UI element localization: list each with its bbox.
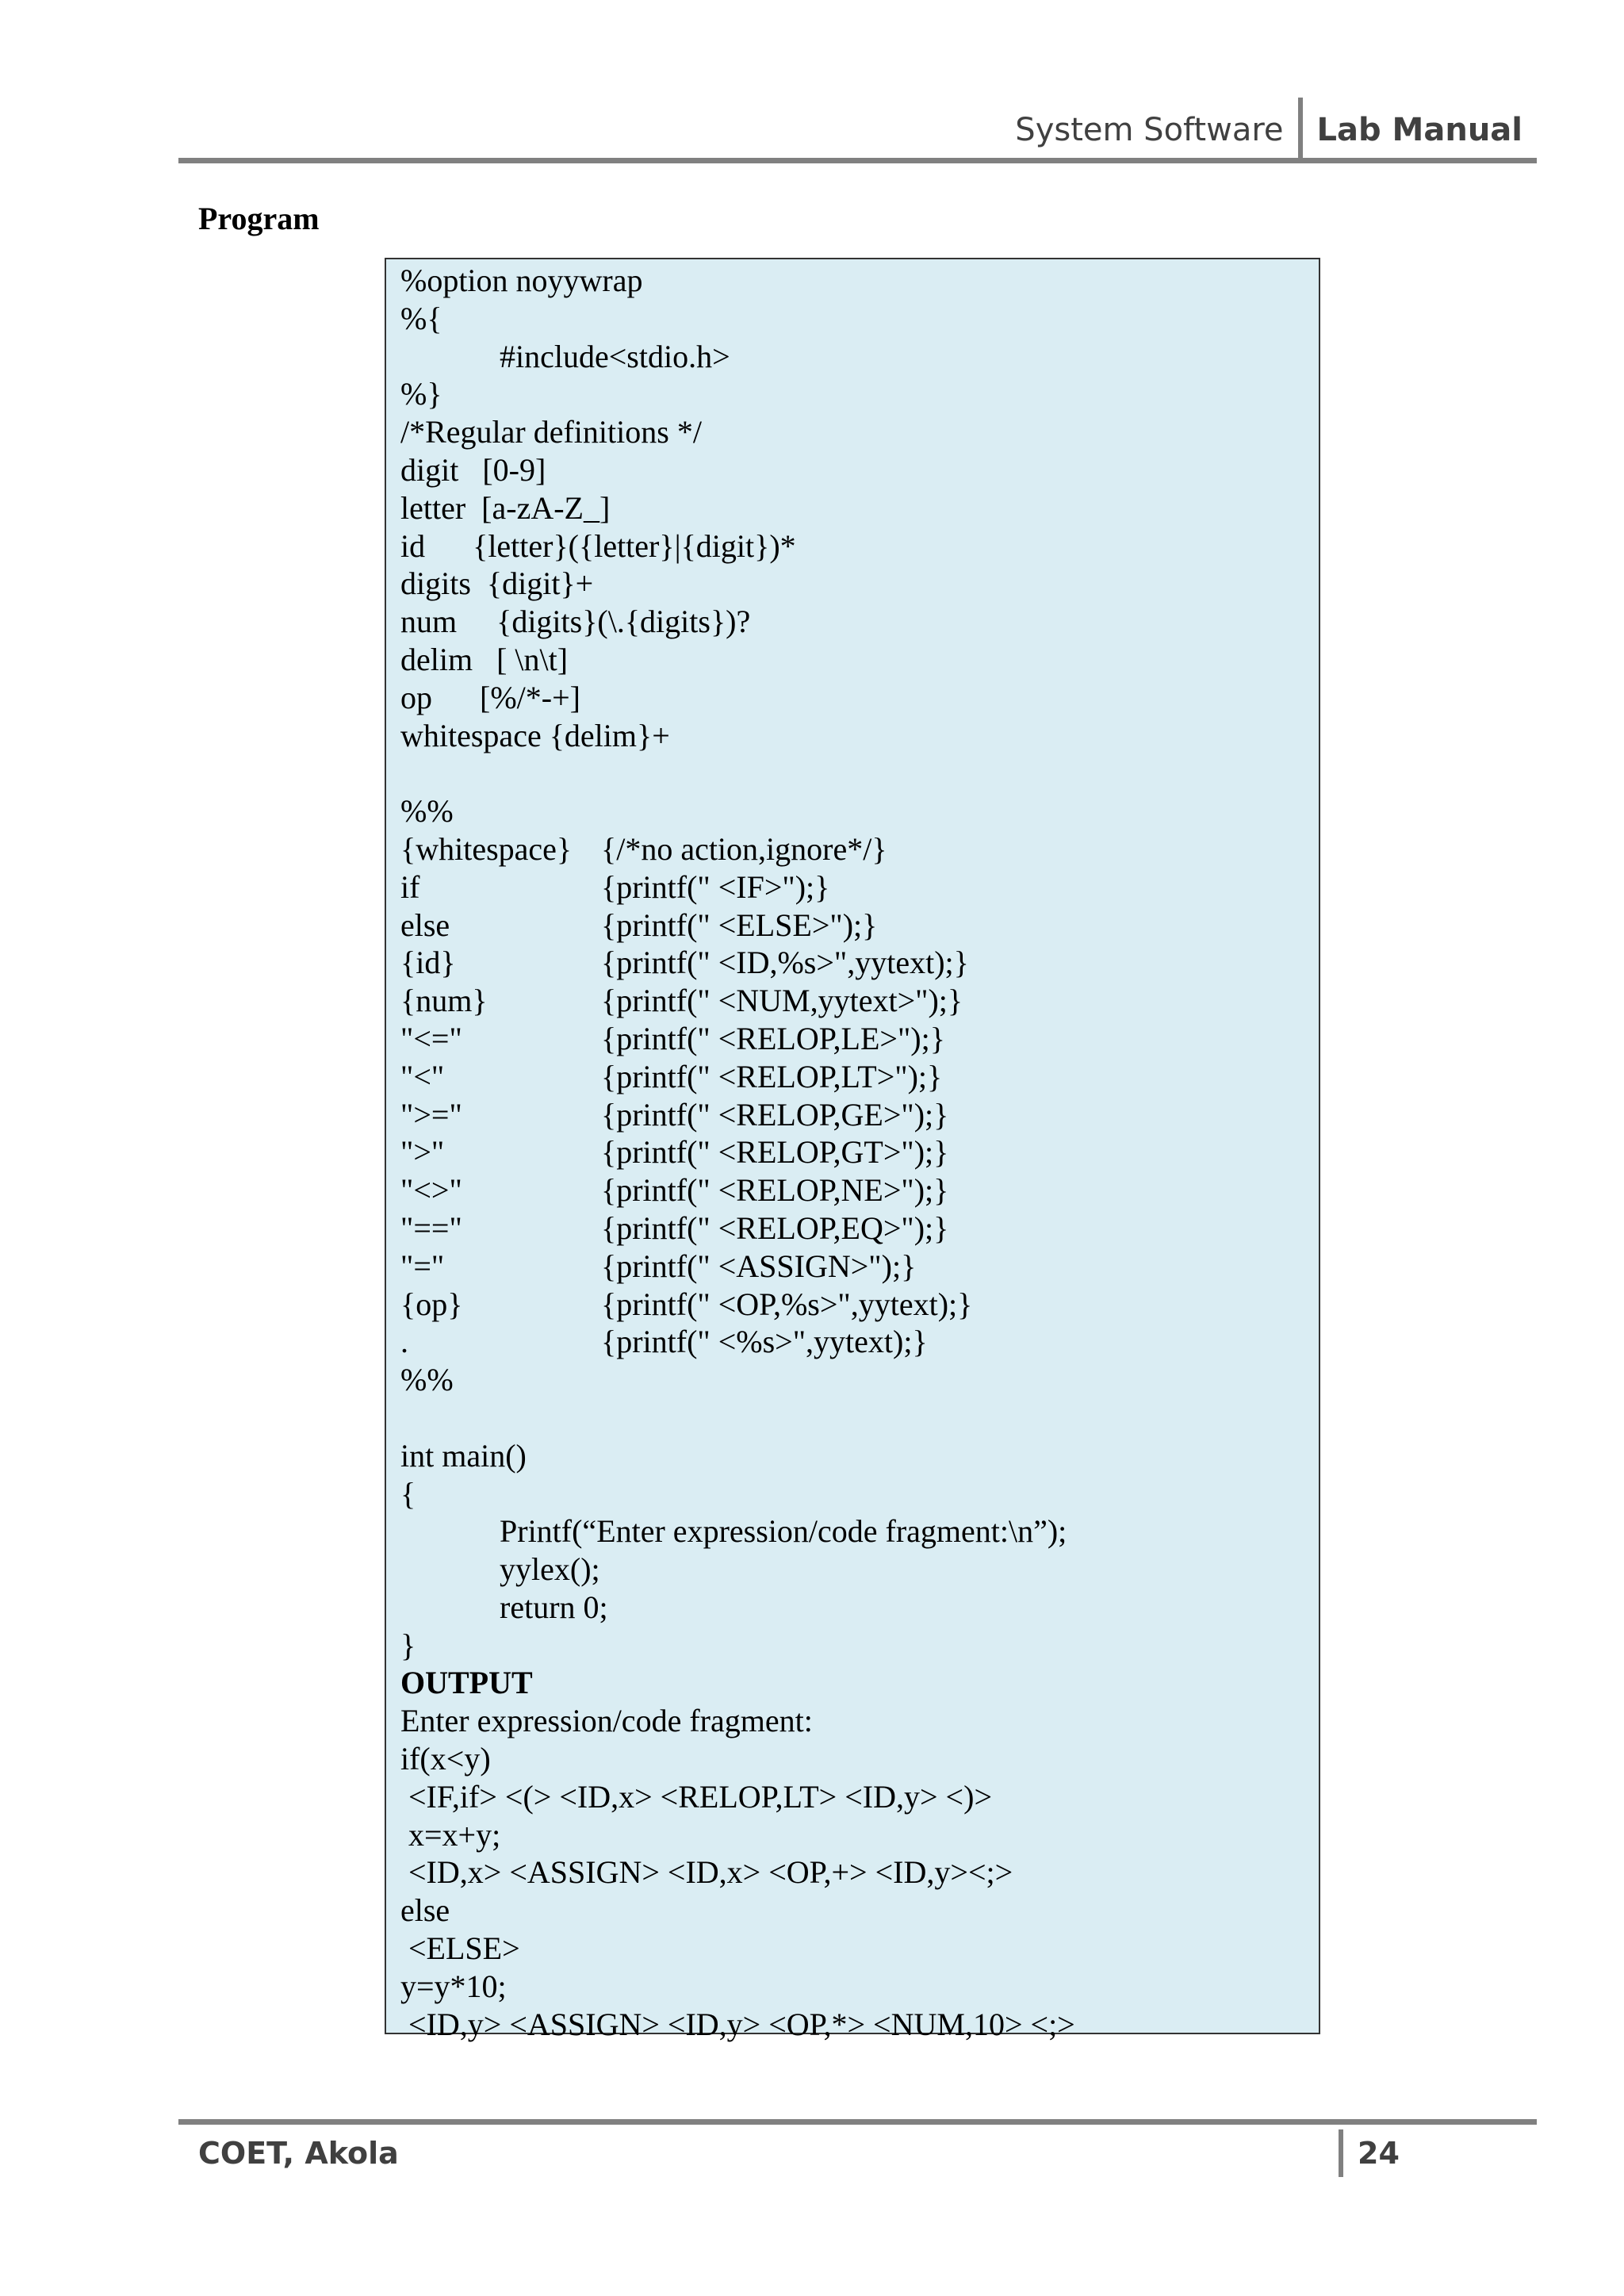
code-text: %} xyxy=(400,376,442,412)
rule-pattern: ">" xyxy=(400,1134,445,1171)
code-line xyxy=(400,1248,1319,1286)
footer-page xyxy=(1339,2129,1400,2177)
code-line xyxy=(400,830,1319,868)
code-text: x=x+y; xyxy=(400,1816,501,1853)
code-text: Enter expression/code fragment: xyxy=(400,1703,813,1739)
rule-action: {printf(" <OP,%s>",yytext);} xyxy=(601,1286,973,1322)
code-line xyxy=(400,1323,1319,1361)
rule-pattern: {num} xyxy=(400,983,488,1019)
rule-action: {printf(" <RELOP,LT>");} xyxy=(601,1058,943,1094)
code-text: %% xyxy=(400,1362,454,1398)
code-line xyxy=(400,1740,1319,1778)
rule-pattern: {op} xyxy=(400,1286,463,1322)
code-line xyxy=(400,792,1319,830)
code-line xyxy=(400,1512,1319,1550)
code-line xyxy=(400,679,1319,717)
code-text: } xyxy=(400,1627,416,1663)
code-line xyxy=(400,1058,1319,1096)
code-line xyxy=(400,603,1319,641)
rule-pattern: else xyxy=(400,907,450,943)
code-text: %option noyywrap xyxy=(400,263,643,298)
rule-pattern: {id} xyxy=(400,945,456,981)
code-line xyxy=(400,1589,1319,1627)
rule-pattern: {whitespace} xyxy=(400,830,573,867)
code-text: delim [ \n\t] xyxy=(400,641,569,677)
code-text: <IF,if> <(> <ID,x> <RELOP,LT> <ID,y> <)> xyxy=(400,1778,992,1815)
code-line xyxy=(400,1286,1319,1324)
rule-action: {printf(" <%s>",yytext);} xyxy=(601,1324,928,1360)
rule-pattern: "<=" xyxy=(400,1020,462,1056)
code-line xyxy=(400,717,1319,755)
rule-action: {printf(" <RELOP,GT>");} xyxy=(601,1134,949,1171)
code-line xyxy=(400,527,1319,565)
code-text: int main() xyxy=(400,1437,527,1474)
code-line xyxy=(400,1437,1319,1475)
rule-pattern: "<>" xyxy=(400,1172,462,1209)
footer-institution: COET, Akola xyxy=(198,2136,399,2171)
code-line xyxy=(400,1892,1319,1930)
header-doc-type: Lab Manual xyxy=(1316,112,1522,148)
rule-action: {printf(" <ELSE>");} xyxy=(601,907,878,943)
code-line xyxy=(400,1209,1319,1248)
header-course: System Software xyxy=(1015,112,1284,148)
code-line xyxy=(400,1930,1319,1968)
code-text: op [%/*-+] xyxy=(400,679,580,715)
code-line xyxy=(400,565,1319,603)
code-line xyxy=(400,907,1319,945)
code-text: #include<stdio.h> xyxy=(500,338,730,374)
code-line xyxy=(400,1361,1319,1399)
code-line xyxy=(400,262,1319,300)
rule-action: {printf(" <RELOP,EQ>");} xyxy=(601,1209,949,1246)
rule-pattern: . xyxy=(400,1324,408,1360)
code-line xyxy=(400,1853,1319,1892)
code-line xyxy=(400,1702,1319,1740)
code-text: Printf(“Enter expression/code fragment:\n”); xyxy=(500,1513,1067,1550)
header-rule xyxy=(178,158,1537,163)
code-text: num {digits}(\.{digits})? xyxy=(400,604,751,640)
code-text: if(x<y) xyxy=(400,1741,491,1777)
code-line xyxy=(400,300,1319,338)
code-text: digit [0-9] xyxy=(400,451,546,488)
code-text: <ID,x> <ASSIGN> <ID,x> <OP,+> <ID,y><;> xyxy=(400,1854,1013,1891)
code-text: y=y*10; xyxy=(400,1968,507,2004)
rule-action: {printf(" <RELOP,GE>");} xyxy=(601,1096,949,1133)
rule-action: {printf(" <NUM,yytext>");} xyxy=(601,983,963,1019)
code-line xyxy=(400,1020,1319,1058)
code-line xyxy=(400,982,1319,1020)
code-line xyxy=(400,413,1319,451)
code-line xyxy=(400,944,1319,982)
rule-pattern: "=" xyxy=(400,1248,445,1284)
code-text: { xyxy=(400,1475,416,1512)
code-line xyxy=(400,451,1319,489)
page-number: 24 xyxy=(1358,2136,1400,2171)
code-line xyxy=(400,375,1319,413)
code-line xyxy=(400,868,1319,907)
code-line xyxy=(400,641,1319,679)
code-line xyxy=(400,338,1319,376)
code-text: id {letter}({letter}|{digit})* xyxy=(400,527,796,564)
code-text: <ID,y> <ASSIGN> <ID,y> <OP,*> <NUM,10> <;> xyxy=(400,2006,1075,2042)
rule-pattern: if xyxy=(400,868,420,905)
rule-action: {printf(" <IF>");} xyxy=(601,868,830,905)
code-text: digits {digit}+ xyxy=(400,565,594,602)
code-line xyxy=(400,1171,1319,1209)
code-line xyxy=(400,1664,1319,1702)
code-text: %% xyxy=(400,793,454,830)
rule-action: {printf(" <ID,%s>",yytext);} xyxy=(601,945,969,981)
rule-action: {printf(" <ASSIGN>");} xyxy=(601,1248,917,1284)
code-text: /*Regular definitions */ xyxy=(400,414,702,450)
code-line xyxy=(400,1399,1319,1437)
code-text: whitespace {delim}+ xyxy=(400,717,670,753)
rule-action: {/*no action,ignore*/} xyxy=(601,830,887,867)
code-text: <ELSE> xyxy=(400,1930,520,1967)
code-text: return 0; xyxy=(500,1589,608,1625)
code-line xyxy=(400,1778,1319,1816)
code-line xyxy=(400,1968,1319,2006)
rule-pattern: "==" xyxy=(400,1209,462,1246)
code-text: letter [a-zA-Z_] xyxy=(400,489,611,526)
footer-rule xyxy=(178,2119,1537,2125)
code-text: else xyxy=(400,1892,450,1929)
page-header xyxy=(1015,102,1522,159)
code-line xyxy=(400,1133,1319,1171)
code-line xyxy=(400,1816,1319,1854)
rule-pattern: "<" xyxy=(400,1058,445,1094)
code-line xyxy=(400,1096,1319,1134)
rule-action: {printf(" <RELOP,NE>");} xyxy=(601,1172,949,1209)
footer-divider xyxy=(1339,2129,1343,2177)
code-text: %{ xyxy=(400,300,442,336)
code-line xyxy=(400,1627,1319,1665)
code-text: yylex(); xyxy=(500,1551,600,1588)
code-text: OUTPUT xyxy=(400,1665,533,1701)
code-listing xyxy=(385,258,1320,2042)
section-title: Program xyxy=(198,201,320,236)
rule-action: {printf(" <RELOP,LE>");} xyxy=(601,1020,945,1056)
code-line xyxy=(400,1550,1319,1589)
rule-pattern: ">=" xyxy=(400,1096,462,1133)
code-line xyxy=(400,1475,1319,1513)
header-divider xyxy=(1298,98,1303,163)
code-line xyxy=(400,754,1319,792)
code-line xyxy=(400,2006,1319,2044)
code-line xyxy=(400,489,1319,527)
